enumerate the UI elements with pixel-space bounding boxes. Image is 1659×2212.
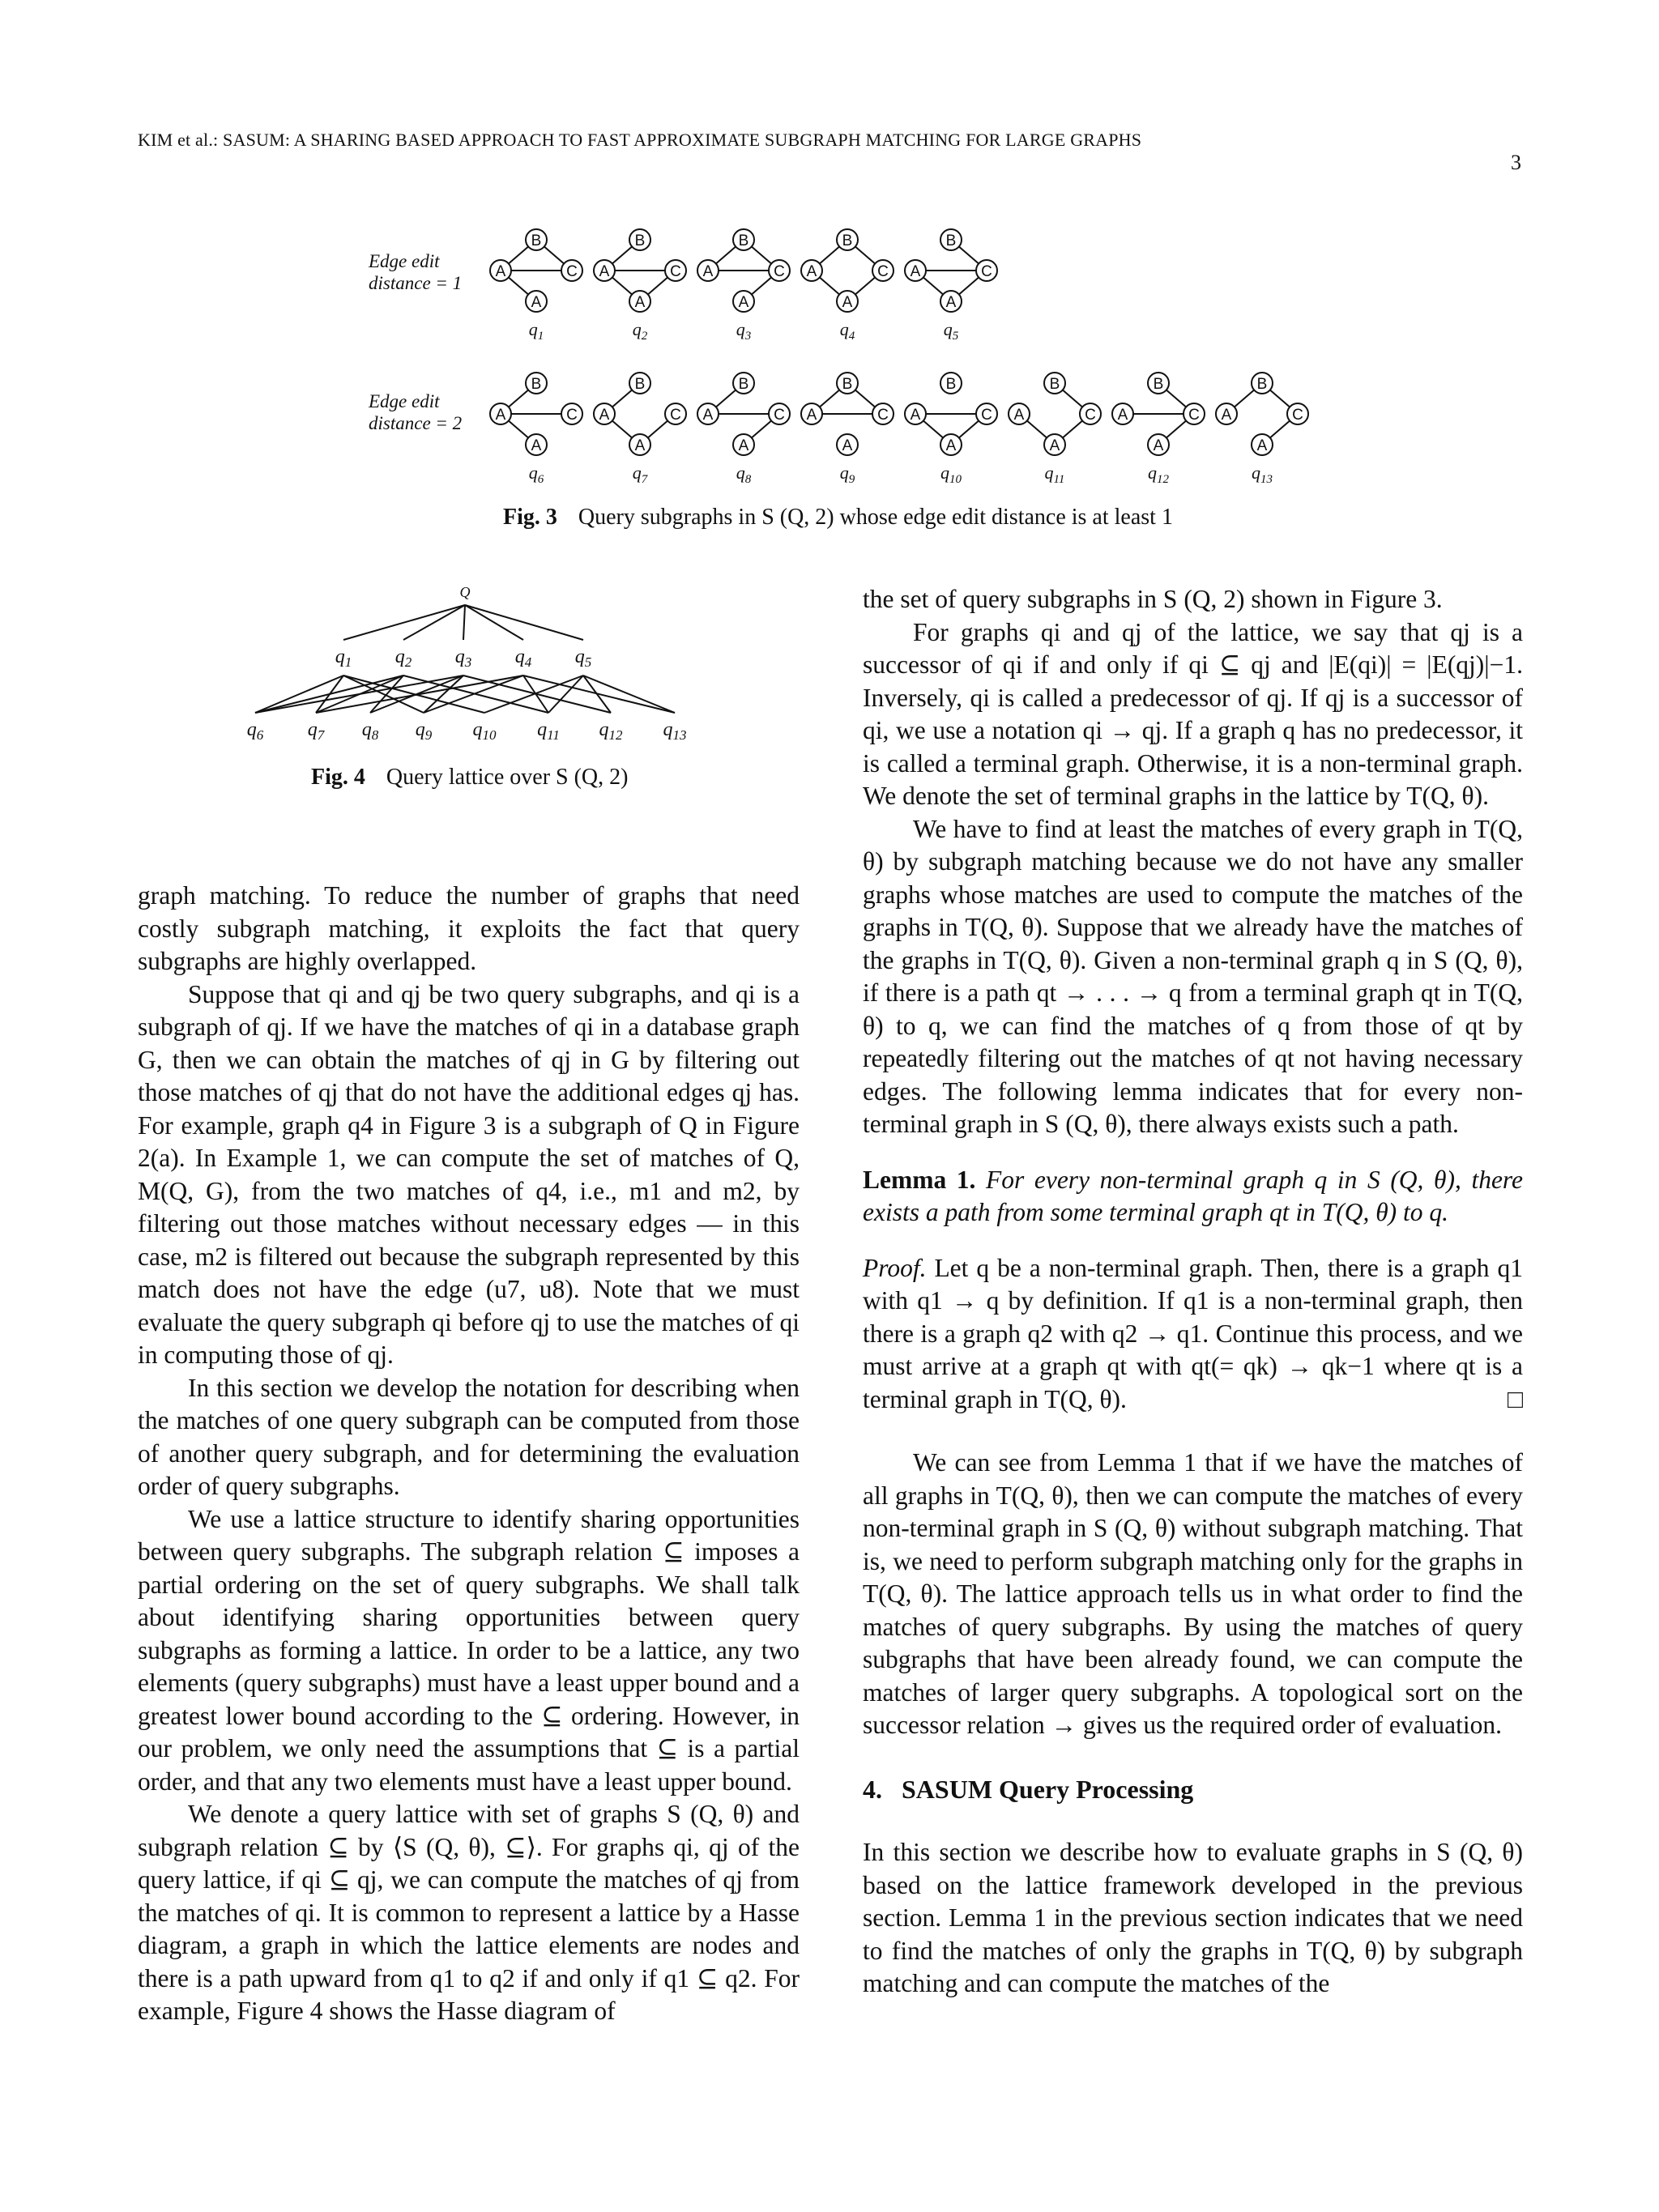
lattice-edge [424, 676, 523, 713]
graph-node-label: A [910, 263, 921, 280]
section-heading [863, 1773, 1523, 1806]
lattice-edge [343, 605, 465, 640]
graph-node-label: C [670, 407, 681, 424]
graph-label-q2: $q_2$ [394, 646, 412, 670]
graph-node-label: A [910, 407, 921, 424]
graph-node-label: A [738, 437, 749, 454]
proof-text: Let q be a non-terminal graph. Then, there is a graph q1 with q1 → q by definition. If q1 is a non-terminal graph, then there is a graph q2 with q2 → q1. Continue this process, and we must arrive at a graph qt with qt(= qk) → qk−1 where qt is a terminal graph in T(Q, θ). [863, 1253, 1523, 1413]
graph-label-q10: $q_{10}$ [940, 462, 962, 486]
graph-node-label: C [1292, 407, 1303, 424]
proof [863, 1252, 1523, 1417]
lattice-edge [370, 676, 403, 713]
graph-node-label: A [842, 437, 853, 454]
graph-node-label: A [599, 263, 610, 280]
graph-label-q5: $q_5$ [943, 319, 959, 343]
left-paragraph-1: graph matching. To reduce the number of graphs that need costly subgraph matching, it exploits the fact that query subgraphs are highly overlapped. [138, 881, 800, 975]
running-head: KIM et al.: SASUM: A SHARING BASED APPROACH TO FAST APPROXIMATE SUBGRAPH MATCHING FOR LARGE GRAPHS [138, 130, 1142, 150]
graph-node-label: C [981, 263, 992, 280]
graph-node-label: A [1013, 407, 1025, 424]
graph-node-label: A [531, 437, 542, 454]
graph-label-q5: $q_5$ [574, 646, 592, 670]
graph-node-label: C [877, 407, 889, 424]
section-title: SASUM Query Processing [902, 1774, 1194, 1804]
graph-node-label: B [531, 376, 542, 393]
graph-node-label: B [945, 232, 957, 249]
graph-label-q7: $q_7$ [307, 719, 325, 743]
lattice-edge [343, 676, 484, 713]
graph-node-label: C [774, 263, 785, 280]
graph-label-q6: $q_6$ [246, 719, 264, 743]
left-paragraph-5: We denote a query lattice with set of graphs S (Q, θ) and subgraph relation ⊆ by ⟨S (Q, θ), ⊆⟩. For graphs qi, qj of the query lattice, if qi ⊆ qj, we can compute the matches of qj from the matches of qi. It is common to represent a lattice by a Hasse diagram, a graph in which the lattice elements are nodes and there is a path upward from q1 to q2 if and only if q1 ⊆ q2. For example, Figure 4 shows the Hasse diagram of [138, 1800, 800, 2025]
graph-node-label: B [1256, 376, 1268, 393]
graph-node-label: A [1221, 407, 1232, 424]
lattice-edge [463, 676, 611, 713]
graph-node-label: C [774, 407, 785, 424]
page-number: 3 [1511, 151, 1521, 174]
graph-label-q13: $q_{13}$ [1252, 462, 1273, 486]
graph-label-q11: $q_{11}$ [1044, 462, 1065, 486]
right-paragraph-2: For graphs qi and qj of the lattice, we say that qj is a successor of qi if and only if qi ⊆ qj and |E(qi)| = |E(qj)|−1. Inversely, qi is called a predecessor of qj. If qj is a successor of qi, we use a notation qi → qj. If a graph q has no predecessor, it is called a terminal graph. Otherwise, it is a non-terminal graph. We denote the set of terminal graphs in the lattice by T(Q, θ). [863, 617, 1523, 810]
section-number: 4. [863, 1774, 882, 1804]
graph-label-q8: $q_8$ [736, 462, 752, 486]
lattice-edge [316, 676, 523, 713]
graph-node-label: B [945, 376, 957, 393]
lemma-label: Lemma 1. [863, 1165, 976, 1194]
graph-label-q9: $q_9$ [415, 719, 433, 743]
graph-node-label: C [1085, 407, 1096, 424]
lattice-edge [465, 605, 583, 640]
lattice-edge [463, 605, 465, 640]
graph-label-q1: $q_1$ [335, 646, 352, 670]
graph-node-label: A [1049, 437, 1060, 454]
proof-label: Proof. [863, 1253, 927, 1282]
lattice-edge [465, 605, 523, 640]
graph-node-label: A [842, 294, 853, 311]
graph-node-label: C [1188, 407, 1200, 424]
fig4-caption-text: Query lattice over S (Q, 2) [386, 765, 629, 790]
right-paragraph-5: In this section we describe how to evaluate graphs in S (Q, θ) based on the lattice framework developed in the previous section. Lemma 1 in the previous section indicates that we need to find the matches of only the graphs in T(Q, θ) by subgraph matching and can compute the matches of the [863, 1838, 1523, 1997]
graph-node-label: A [634, 294, 646, 311]
graph-node-label: A [945, 437, 957, 454]
graph-node-label: B [1153, 376, 1164, 393]
graph-label-q3: $q_3$ [454, 646, 472, 670]
left-column [138, 880, 800, 2028]
graph-node-label: C [877, 263, 889, 280]
graph-node-label: A [806, 263, 817, 280]
fig4-caption-label: Fig. 4 [311, 765, 365, 790]
graph-label-q12: $q_{12}$ [599, 719, 623, 743]
lemma-text: For every non-terminal graph q in S (Q, θ), there exists a path from some terminal graph qt in T(Q, θ) to q. [863, 1165, 1523, 1226]
fig3-row2-label-line2: distance = 2 [369, 413, 463, 433]
fig3-caption-text: Query subgraphs in S (Q, 2) whose edge edit distance is at least 1 [578, 505, 1173, 530]
graph-node-label: B [634, 232, 646, 249]
graph-node-label: B [738, 232, 749, 249]
graph-label-q10: $q_{10}$ [472, 719, 497, 743]
qed-symbol: □ [1507, 1384, 1523, 1413]
graph-node-label: B [842, 232, 853, 249]
graph-label-q7: $q_7$ [632, 462, 648, 486]
graph-label-q3: $q_3$ [736, 319, 752, 343]
graph-node-label: B [634, 376, 646, 393]
graph-node-label: C [566, 263, 578, 280]
graph-node-label: A [495, 407, 506, 424]
graph-node-label: A [1153, 437, 1164, 454]
graph-label-q13: $q_{13}$ [663, 719, 687, 743]
lattice-edge [403, 605, 465, 640]
graph-node-label: A [495, 263, 506, 280]
graph-label-q4: $q_4$ [514, 646, 532, 670]
fig3-row2-label-line1: Edge edit [369, 391, 440, 411]
graph-node-label: A [531, 294, 542, 311]
graph-node-label: A [1256, 437, 1268, 454]
graph-label-q1: $q_1$ [528, 319, 544, 343]
fig3-row1-label-line2: distance = 1 [369, 273, 463, 293]
graph-node-label: B [842, 376, 853, 393]
graph-node-label: A [634, 437, 646, 454]
graph-node-label: B [531, 232, 542, 249]
left-paragraph-2: Suppose that qi and qj be two query subgraphs, and qi is a subgraph of qj. If we have the matches of qi in a database graph G, then we can obtain the matches of qj in G by filtering out those matches of qj that do not have the additional edges qj has. For example, graph q4 in Figure 3 is a subgraph of Q in Figure 2(a). In Example 1, we can compute the set of matches of Q, M(Q, G), from the two matches of q4, i.e., m1 and m2, by filtering out those matches without necessary edges — in this case, m2 is filtered out because the subgraph represented by this match does not have the edge (u7, u8). Note that we must evaluate the query subgraph qi before qj to use the matches of qi in computing those of qj. [138, 979, 800, 1369]
graph-node-label: A [599, 407, 610, 424]
graph-node-label: A [806, 407, 817, 424]
graph-node-label: B [1049, 376, 1060, 393]
right-paragraph-3: We have to find at least the matches of every graph in T(Q, θ) by subgraph matching because we do not have any smaller graphs whose matches are used to compute the matches of the graphs in T(Q, θ). Suppose that we already have the matches of the graphs in T(Q, θ). Given a non-terminal graph q in S (Q, θ), if there is a path qt → . . . → q from a terminal graph qt in T(Q, θ) to q, we can find the matches of q from those of qt by repeatedly filtering out the matches of qt not having necessary edges. The following lemma indicates that for every non-terminal graph in S (Q, θ), there always exists such a path. [863, 814, 1523, 1138]
graph-node-label: B [738, 376, 749, 393]
lattice-root: Q [459, 584, 471, 600]
graph-label-q6: $q_6$ [528, 462, 544, 486]
graph-node-label: A [702, 263, 714, 280]
lemma-1 [863, 1164, 1523, 1230]
graph-node-label: C [670, 263, 681, 280]
graph-label-q11: $q_{11}$ [537, 719, 560, 743]
graph-node-label: A [1117, 407, 1128, 424]
graph-label-q9: $q_9$ [839, 462, 855, 486]
graph-node-label: A [738, 294, 749, 311]
left-paragraph-4: We use a lattice structure to identify sharing opportunities between query subgraphs. The subgraph relation ⊆ imposes a partial ordering on the set of query subgraphs. We shall talk about identifying sharing opportunities between query subgraphs as forming a lattice. In order to be a lattice, any two elements (query subgraphs) must have a least upper bound and a greatest lower bound according to the ⊆ ordering. However, in our problem, we only need the assumptions that ⊆ is a partial order, and that any two elements must have a least upper bound. [138, 1504, 800, 1796]
graph-label-q2: $q_2$ [632, 319, 648, 343]
graph-node-label: C [981, 407, 992, 424]
lattice-edge [484, 676, 583, 713]
left-paragraph-3: In this section we develop the notation for describing when the matches of one query subgraph can be computed from those of another query subgraph, and for determining the evaluation order of query subgraphs. [138, 1373, 800, 1500]
lattice-edge [548, 676, 583, 713]
fig3-row1-label-line1: Edge edit [369, 251, 440, 271]
fig3-caption-label: Fig. 3 [503, 505, 557, 530]
graph-node-label: A [945, 294, 957, 311]
lattice-edge [255, 676, 463, 713]
graph-label-q4: $q_4$ [839, 319, 855, 343]
graph-label-q8: $q_8$ [361, 719, 379, 743]
right-paragraph-1: the set of query subgraphs in S (Q, 2) shown in Figure 3. [863, 585, 1443, 613]
graph-node-label: C [566, 407, 578, 424]
graph-node-label: A [702, 407, 714, 424]
right-paragraph-4: We can see from Lemma 1 that if we have the matches of all graphs in T(Q, θ), then we can compute the matches of every non-terminal graph in S (Q, θ) without subgraph matching. That is, we need to perform subgraph matching only for the graphs in T(Q, θ). The lattice approach tells us in what order to find the matches of query subgraphs. By using the matches of query subgraphs that have been already found, we can compute the matches of larger query subgraphs. A topological sort on the successor relation → gives us the required order of evaluation. [863, 1448, 1523, 1739]
fig4-caption [311, 765, 628, 791]
right-column [863, 583, 1523, 2001]
graph-label-q12: $q_{12}$ [1148, 462, 1169, 486]
